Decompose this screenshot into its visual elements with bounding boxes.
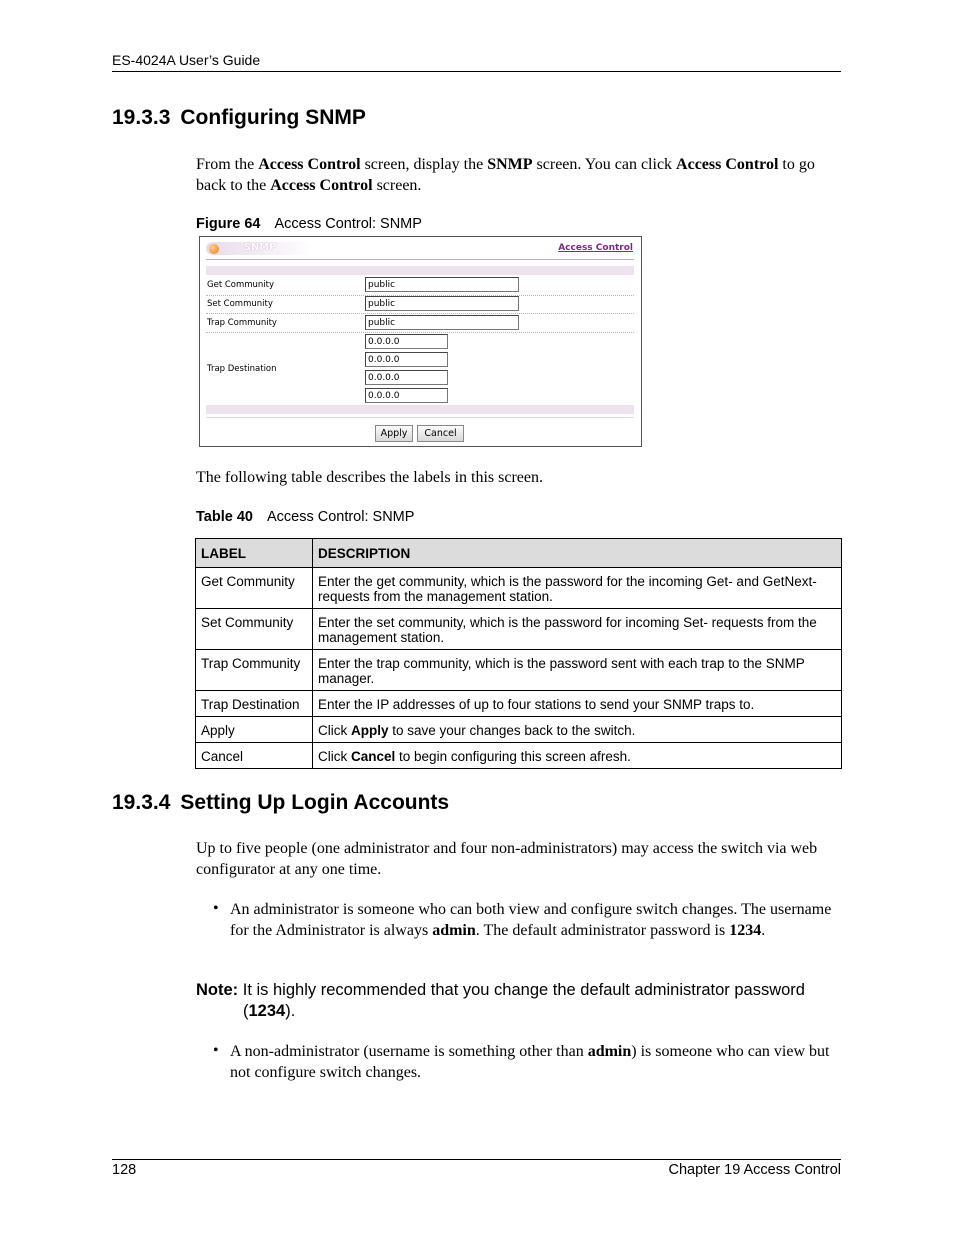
trap-community-label: Trap Community (207, 318, 277, 328)
top-band (206, 266, 634, 275)
snmp-screenshot (199, 236, 642, 447)
trap-destination-label: Trap Destination (207, 364, 277, 374)
row-divider (206, 332, 634, 333)
password-note: Note: It is highly recommended that you change the default administrator password (1234). (196, 981, 805, 1020)
column-header-description: DESCRIPTION (313, 539, 842, 568)
section-number: 19.3.3 (112, 106, 171, 129)
login-intro-paragraph: Up to five people (one administrator and four non-administrators) may access the switch via web configurator at any one time. (196, 840, 818, 878)
label-description-table (195, 538, 842, 769)
trap-destination-input-4[interactable]: 0.0.0.0 (365, 388, 448, 403)
trap-community-input[interactable]: public (365, 315, 519, 330)
trap-destination-input-1[interactable]: 0.0.0.0 (365, 334, 448, 349)
get-community-input[interactable]: public (365, 277, 519, 292)
administrator-bullet: An administrator is someone who can both view and configure switch changes. The username for the Administrator is always admin. The default administrator password is 1234. (230, 901, 832, 939)
section-title: Setting Up Login Accounts (180, 791, 450, 814)
table-row: Cancel Click Cancel to begin configuring this screen afresh. (196, 743, 842, 769)
bullet-marker: • (213, 900, 219, 917)
table-caption: Table 40 Access Control: SNMP (196, 509, 415, 525)
set-community-input[interactable]: public (365, 296, 519, 311)
note-label: Note: (196, 981, 239, 999)
set-community-label: Set Community (207, 299, 273, 309)
table-header-row (196, 539, 842, 568)
access-control-link[interactable]: Access Control (558, 243, 633, 253)
table-row: Trap Destination Enter the IP addresses of up to four stations to send your SNMP traps to. (196, 691, 842, 717)
bottom-band (206, 405, 634, 414)
table-row: Get Community Enter the get community, which is the password for the incoming Get- and GetNext- requests from the management station. (196, 568, 842, 609)
snmp-tab (206, 242, 312, 255)
section-heading-snmp (112, 106, 366, 130)
trap-destination-input-3[interactable]: 0.0.0.0 (365, 370, 448, 385)
section-heading-login-accounts (112, 791, 449, 815)
section-title: Configuring SNMP (180, 106, 366, 129)
tab-bullet-icon (209, 244, 219, 254)
figure-caption: Figure 64 Access Control: SNMP (196, 216, 422, 232)
page-number: 128 (112, 1162, 137, 1178)
chapter-title: Chapter 19 Access Control (668, 1162, 841, 1178)
header-rule (112, 71, 841, 72)
snmp-intro-paragraph: From the Access Control screen, display the SNMP screen. You can click Access Control to go back to the Access Control screen. (196, 156, 815, 194)
column-header-label: LABEL (196, 539, 313, 568)
title-rule (206, 259, 634, 260)
non-administrator-bullet: A non-administrator (username is something other than admin) is someone who can view but not configure switch changes. (230, 1043, 830, 1081)
apply-button[interactable]: Apply (375, 425, 413, 442)
row-divider (206, 313, 634, 314)
section-number: 19.3.4 (112, 791, 171, 814)
table-row: Trap Community Enter the trap community, which is the password sent with each trap to the SNMP manager. (196, 650, 842, 691)
trap-destination-input-2[interactable]: 0.0.0.0 (365, 352, 448, 367)
snmp-tab-label: SNMP (244, 242, 277, 253)
running-header: ES-4024A User’s Guide (112, 52, 261, 68)
bullet-marker: • (213, 1042, 219, 1059)
cancel-button[interactable]: Cancel (417, 425, 464, 442)
bottom-rule (206, 417, 634, 418)
get-community-label: Get Community (207, 280, 275, 290)
table-row: Apply Click Apply to save your changes back to the switch. (196, 717, 842, 743)
footer-rule (112, 1159, 841, 1160)
table-intro: The following table describes the labels in this screen. (196, 469, 544, 486)
table-row: Set Community Enter the set community, which is the password for incoming Set- requests from the management station. (196, 609, 842, 650)
